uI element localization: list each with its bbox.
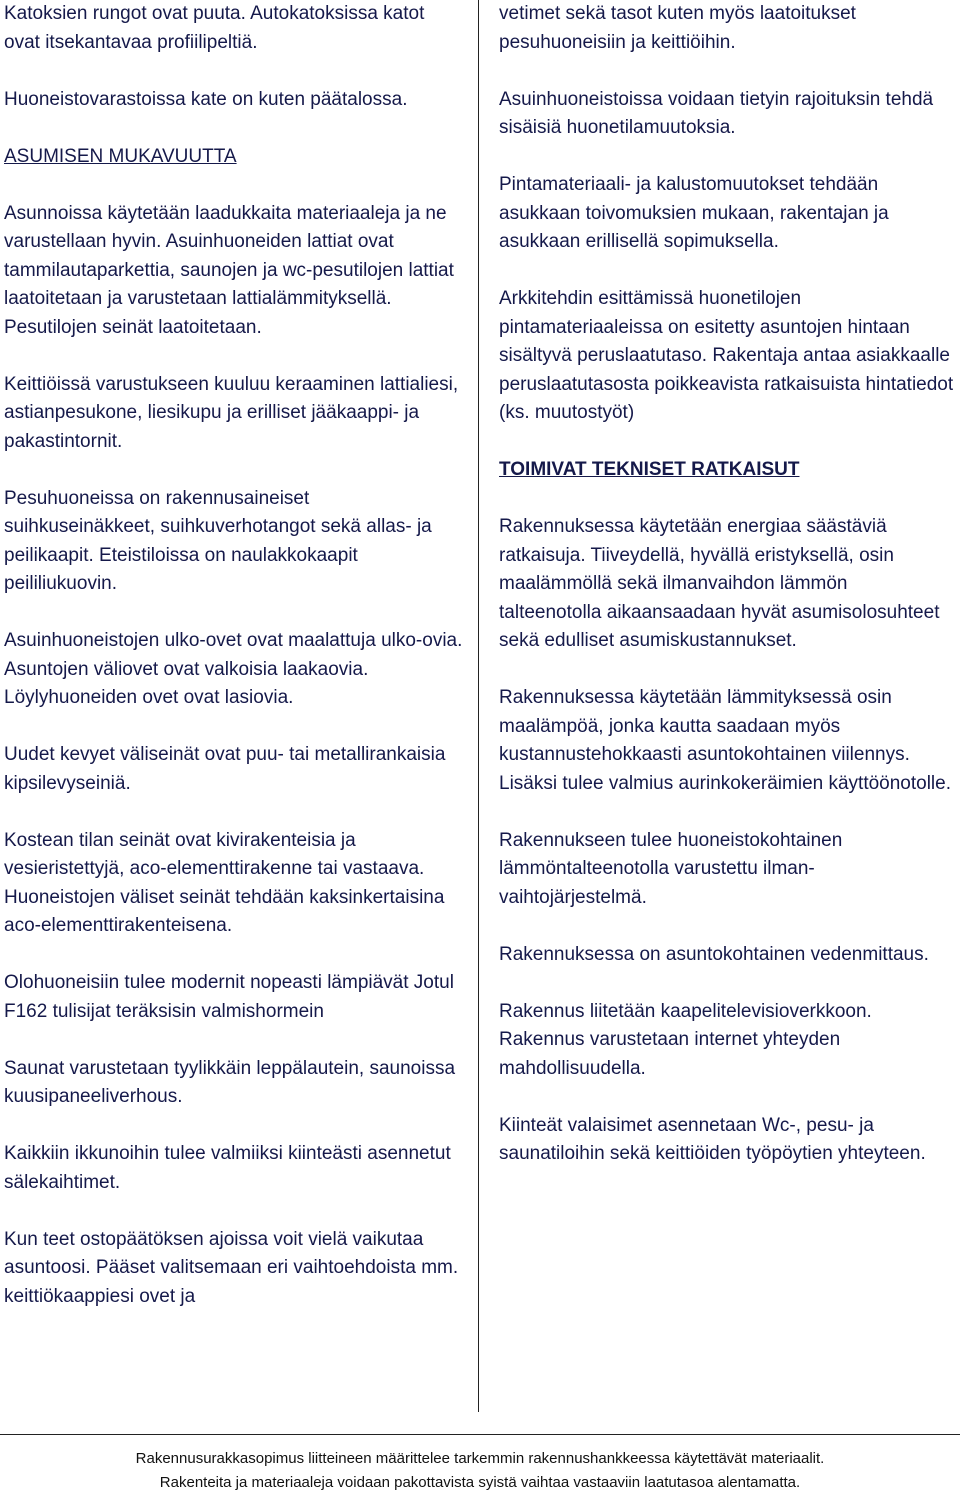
paragraph-vedenmittaus: Rakennuksessa on asuntokohtainen vedenmittaus. xyxy=(499,943,929,965)
paragraph-tulisijat: Olohuoneisiin tulee modernit nopeasti lämpiävät Jotul F162 tulisijat teräksisin valmishormein xyxy=(4,972,454,1022)
paragraph-pesuhuoneet: Pesuhuoneissa on rakennusaineiset suihkuseinäkkeet, suihkuverhotangot sekä allas- ja peilikaapit. Eteistiloissa on naulakkokaapit peililiukuovin. xyxy=(4,487,432,594)
section-heading-toimivat-tekniset-ratkaisut: TOIMIVAT TEKNISET RATKAISUT xyxy=(499,459,800,480)
paragraph-keittiot: Keittiöissä varustukseen kuuluu keraaminen lattialiesi, astianpesukone, liesikupu ja erilliset jääkaappi- ja pakastintornit. xyxy=(4,373,459,452)
paragraph-salekaihtimet: Kaikkiin ikkunoihin tulee valmiiksi kiinteästi asennetut sälekaihtimet. xyxy=(4,1143,451,1193)
paragraph-ostopaatos: Kun teet ostopäätöksen ajoissa voit vielä vaikutaa asuntoosi. Pääset valitsemaan eri vaihtoehdoista mm. keittiökaappiesi ovet ja xyxy=(4,1228,459,1307)
paragraph-materiaalit: Asunnoissa käytetään laadukkaita materiaaleja ja ne varustellaan hyvin. Asuinhuoneiden lattiat ovat tammilautaparkettia, saunojen ja wc-pesutilojen lattiat laatoitetaan ja varustetaan lattialämmityksellä. Pesutilojen seinät laatoitetaan. xyxy=(4,202,454,338)
paragraph-valaisimet: Kiinteät valaisimet asennetaan Wc-, pesu- ja saunatiloihin sekä keittiöiden työpöytien yhteyteen. xyxy=(499,1114,926,1164)
footer xyxy=(0,1447,960,1495)
footer-line-2: Rakenteita ja materiaaleja voidaan pakottavista syistä vaihtaa vastaaviin laatutasoa alentamatta. xyxy=(159,1474,801,1491)
right-column xyxy=(499,0,954,1197)
footer-line-1: Rakennusurakkasopimus liitteineen määrittelee tarkemmin rakennushankkeessa käytettävät materiaalit. xyxy=(135,1450,825,1467)
paragraph-energia: Rakennuksessa käytetään energiaa säästäviä ratkaisuja. Tiiveydellä, hyvällä eristyksellä, osin maalämmöllä sekä ilmanvaihdon lämmön talteenotolla aikaansaadaan hyvät asumisolosuhteet sekä edulliset asumiskustannukset. xyxy=(499,516,940,651)
paragraph-kaapeli-tv: Rakennus liitetään kaapelitelevisioverkkoon. Rakennus varustetaan internet yhteyden mahdollisuudella. xyxy=(499,1000,872,1079)
paragraph-pintamateriaalimuutokset: Pintamateriaali- ja kalustomuutokset tehdään asukkaan toivomuksien mukaan, rakentajan ja asukkaan erillisellä sopimuksella. xyxy=(499,174,889,252)
paragraph-saunat: Saunat varustetaan tyylikkäin leppälautein, saunoissa kuusipaneeliverhous. xyxy=(4,1057,456,1107)
paragraph-kostean-tilan-seinat: Kostean tilan seinät ovat kivirakenteisia ja vesieristettyjä, aco-elementtirakenne tai vastaava. Huoneistojen väliset seinät tehdään kaksinkertaisina aco-elementtirakenteisena. xyxy=(4,829,445,936)
footer-rule xyxy=(0,1434,960,1435)
paragraph-vetimet: vetimet sekä tasot kuten myös laatoitukset pesuhuoneisiin ja keittiöihin. xyxy=(499,3,856,53)
column-divider xyxy=(478,0,479,1412)
paragraph-valiseinat: Uudet kevyet väliseinät ovat puu- tai metallirankaisia kipsilevyseiniä. xyxy=(4,744,446,794)
paragraph-peruslaatutaso: Arkkitehdin esittämissä huonetilojen pintamateriaaleissa on esitetty asuntojen hintaan sisältyvä peruslaatutaso. Rakentaja antaa asiakkaalle peruslaatutasosta poikkeavista ratkaisuista hintatiedot (ks. muutostyöt) xyxy=(499,288,954,423)
paragraph-maalampo: Rakennuksessa käytetään lämmityksessä osin maalämpöä, jonka kautta saadaan myös kustannustehokkaasti asuntokohtainen viilennys. Lisäksi tulee valmius aurinkokeräimien käyttöönotolle. xyxy=(499,687,952,794)
left-column xyxy=(4,0,464,1340)
paragraph-ilmanvaihto: Rakennukseen tulee huoneistokohtainen lämmöntalteenotolla varustettu ilman-vaihtojärjestelmä. xyxy=(499,829,843,908)
paragraph-huonetilamuutokset: Asuinhuoneistoissa voidaan tietyin rajoituksin tehdä sisäisiä huonetilamuutoksia. xyxy=(499,88,934,138)
paragraph-varastot: Huoneistovarastoissa kate on kuten päätalossa. xyxy=(4,88,408,110)
paragraph-katokset: Katoksien rungot ovat puuta. Autokatoksissa katot ovat itsekantavaa profiilipeltiä. xyxy=(4,3,425,53)
paragraph-ovet: Asuinhuoneistojen ulko-ovet ovat maalattuja ulko-ovia. Asuntojen väliovet ovat valkoisia laakaovia. Löylyhuoneiden ovet ovat lasiovia. xyxy=(4,630,463,708)
section-heading-asumisen-mukavuutta: ASUMISEN MUKAVUUTTA xyxy=(4,145,237,167)
